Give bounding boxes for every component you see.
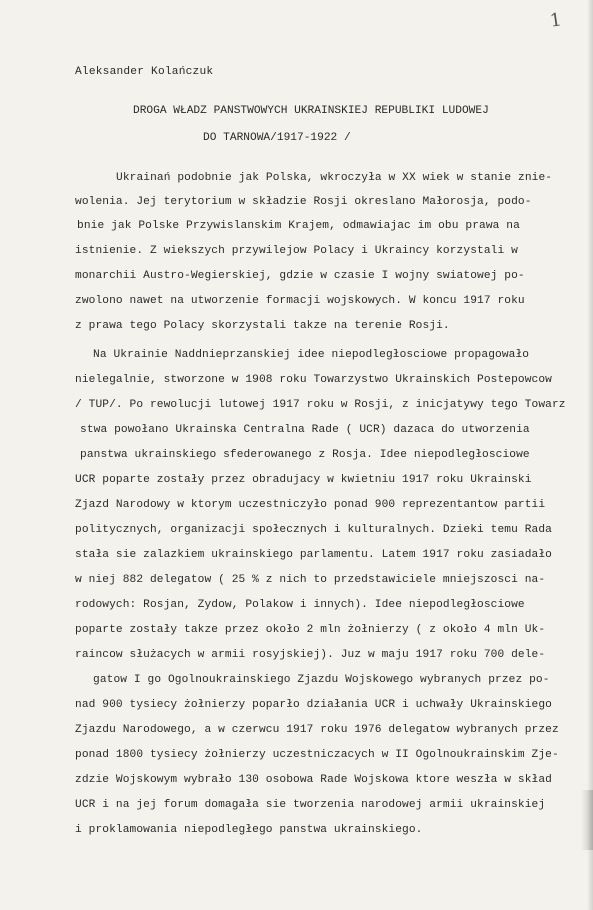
text-line: / TUP/. Po rewolucji lutowej 1917 roku w Rosji, z inicjatywy tego Towarz <box>75 399 566 411</box>
text-line: wolenia. Jej terytorium w składzie Rosji okreslano Małorosja, podo- <box>75 196 532 208</box>
text-line: zwolono nawet na utworzenie formacji wojskowych. W koncu 1917 roku <box>75 295 525 307</box>
title-line: DROGA WŁADZ PANSTWOWYCH UKRAINSKIEJ REPUBLIKI LUDOWEJ <box>133 105 489 117</box>
text-line: w niej 882 delegatow ( 25 % z nich to przedstawiciele mniejszosci na- <box>75 574 546 586</box>
text-line: istnienie. Z wiekszych przywilejow Polacy i Ukraincy korzystali w <box>75 245 518 257</box>
handwritten-page-number: 1 <box>548 9 563 32</box>
text-line: z prawa tego Polacy skorzystali takze na terenie Rosji. <box>75 320 450 332</box>
text-line: poparte zostały takze przez około 2 mln żołnierzy ( z około 4 mln Uk- <box>75 624 546 636</box>
text-line: Na Ukrainie Naddnieprzanskiej idee niepodległosciowe propagowało <box>93 349 530 361</box>
text-line: panstwa ukrainskiego sfederowanego z Rosja. Idee niepodległosciowe <box>80 449 530 461</box>
text-line: Ukrainań podobnie jak Polska, wkroczyła w XX wiek w stanie znie- <box>116 172 553 184</box>
text-line: nad 900 tysiecy żołnierzy poparło działania UCR i uchwały Ukrainskiego <box>75 699 552 711</box>
text-line: bnie jak Polske Przywislanskim Krajem, odmawiajac im obu prawa na <box>77 220 520 232</box>
author-name: Aleksander Kolańczuk <box>75 66 214 78</box>
title-line: DO TARNOWA/1917-1922 / <box>203 132 351 144</box>
text-line: Zjazdu Narodowego, a w czerwcu 1917 roku 1976 delegatow wybranych przez <box>75 724 559 736</box>
text-line: nielegalnie, stworzone w 1908 roku Towarzystwo Ukrainskich Postepowcow <box>75 374 552 386</box>
text-line: Zjazd Narodowy w ktorym uczestniczyło ponad 900 reprezentantow partii <box>75 499 546 511</box>
text-line: i proklamowania niepodległego panstwa ukrainskiego. <box>75 824 423 836</box>
text-line: UCR poparte zostały przez obradujacy w kwietniu 1917 roku Ukrainski <box>75 474 532 486</box>
text-line: monarchii Austro-Wegierskiej, gdzie w czasie I wojny swiatowej po- <box>75 270 525 282</box>
text-line: stała sie zalazkiem ukrainskiego parlamentu. Latem 1917 roku zasiadało <box>75 549 552 561</box>
text-line: rodowych: Rosjan, Zydow, Polakow i innych). Idee niepodległosciowe <box>75 599 525 611</box>
text-line: ponad 1800 tysiecy żołnierzy uczestniczacych w II Ogolnoukrainskim Zje- <box>75 749 559 761</box>
text-line: gatow I go Ogolnoukrainskiego Zjazdu Wojskowego wybranych przez po- <box>93 674 550 686</box>
text-line: stwa powołano Ukrainska Centralna Rade ( UCR) dazaca do utworzenia <box>80 424 530 436</box>
text-line: UCR i na jej forum domagała sie tworzenia narodowej armii ukrainskiej <box>75 799 546 811</box>
text-line: raincow służacych w armii rosyjskiej). Juz w maju 1917 roku 700 dele- <box>75 649 546 661</box>
text-line: zdzie Wojskowym wybrało 130 osobowa Rade Wojskowa ktore weszła w skład <box>75 774 552 786</box>
text-line: politycznych, organizacji społecznych i kulturalnych. Dzieki temu Rada <box>75 524 552 536</box>
